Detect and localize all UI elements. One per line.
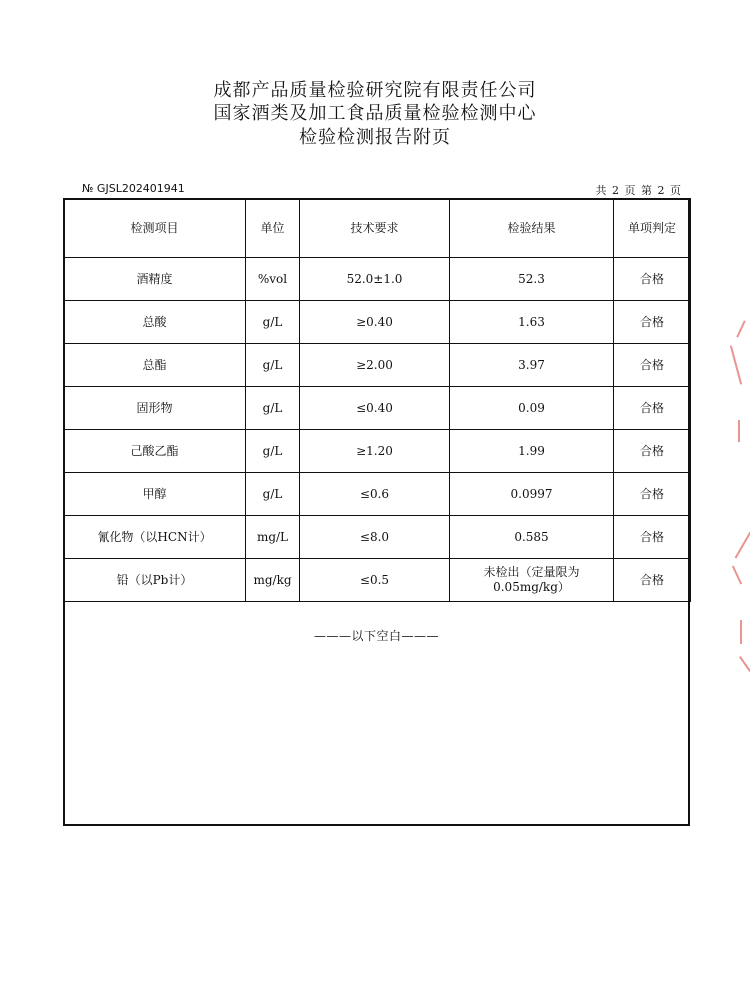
cell-judgement: 合格 [614, 258, 691, 301]
cell-item: 酒精度 [64, 258, 246, 301]
cell-judgement: 合格 [614, 344, 691, 387]
cell-requirement: 52.0±1.0 [300, 258, 450, 301]
cell-requirement: ≤0.40 [300, 387, 450, 430]
cell-judgement: 合格 [614, 301, 691, 344]
cell-result: 未检出（定量限为0.05mg/kg） [450, 559, 614, 602]
cell-unit: g/L [246, 387, 300, 430]
cell-item: 总酸 [64, 301, 246, 344]
table-row [64, 344, 691, 387]
header-item: 检测项目 [64, 199, 246, 258]
table-row [64, 559, 691, 602]
seal-fragment [730, 345, 742, 384]
center-name: 国家酒类及加工食品质量检验检测中心 [213, 103, 537, 124]
cell-judgement: 合格 [614, 516, 691, 559]
cell-unit: g/L [246, 430, 300, 473]
page-title: 检验检测报告附页 [299, 127, 451, 148]
cell-requirement: ≥1.20 [300, 430, 450, 473]
cell-result: 3.97 [450, 344, 614, 387]
seal-fragment [738, 420, 740, 442]
table-row [64, 258, 691, 301]
seal-fragment [735, 532, 750, 559]
cell-result: 52.3 [450, 258, 614, 301]
header-requirement: 技术要求 [300, 199, 450, 258]
header-result: 检验结果 [450, 199, 614, 258]
cell-unit: g/L [246, 344, 300, 387]
report-number: № GJSL202401941 [82, 182, 185, 195]
cell-unit: g/L [246, 473, 300, 516]
cell-result: 0.585 [450, 516, 614, 559]
cell-item: 固形物 [64, 387, 246, 430]
cell-item: 氰化物（以HCN计） [64, 516, 246, 559]
table-row [64, 516, 691, 559]
seal-fragment [732, 566, 742, 585]
blank-below-note: ———以下空白——— [313, 629, 439, 643]
cell-unit: mg/L [246, 516, 300, 559]
cell-judgement: 合格 [614, 473, 691, 516]
cell-result: 0.0997 [450, 473, 614, 516]
cell-judgement: 合格 [614, 387, 691, 430]
seal-fragment [740, 620, 742, 644]
cell-result: 1.63 [450, 301, 614, 344]
cell-item: 总酯 [64, 344, 246, 387]
cell-judgement: 合格 [614, 430, 691, 473]
cell-unit: g/L [246, 301, 300, 344]
seal-fragment [736, 320, 745, 337]
cell-requirement: ≥0.40 [300, 301, 450, 344]
cell-requirement: ≤0.6 [300, 473, 450, 516]
page-info: 共 2 页 第 2 页 [595, 184, 682, 197]
cell-result: 1.99 [450, 430, 614, 473]
cell-requirement: ≤8.0 [300, 516, 450, 559]
cell-item: 铅（以Pb计） [64, 559, 246, 602]
cell-unit: mg/kg [246, 559, 300, 602]
cell-requirement: ≤0.5 [300, 559, 450, 602]
table-row [64, 387, 691, 430]
table-header-row [64, 199, 691, 258]
results-table [63, 198, 691, 602]
table-row [64, 301, 691, 344]
table-row [64, 430, 691, 473]
company-name: 成都产品质量检验研究院有限责任公司 [213, 80, 537, 101]
cell-judgement: 合格 [614, 559, 691, 602]
cell-requirement: ≥2.00 [300, 344, 450, 387]
header-judgement: 单项判定 [614, 199, 691, 258]
header-unit: 单位 [246, 199, 300, 258]
cell-unit: %vol [246, 258, 300, 301]
cell-result: 0.09 [450, 387, 614, 430]
table-row [64, 473, 691, 516]
seal-fragment [739, 656, 750, 672]
cell-item: 己酸乙酯 [64, 430, 246, 473]
cell-item: 甲醇 [64, 473, 246, 516]
